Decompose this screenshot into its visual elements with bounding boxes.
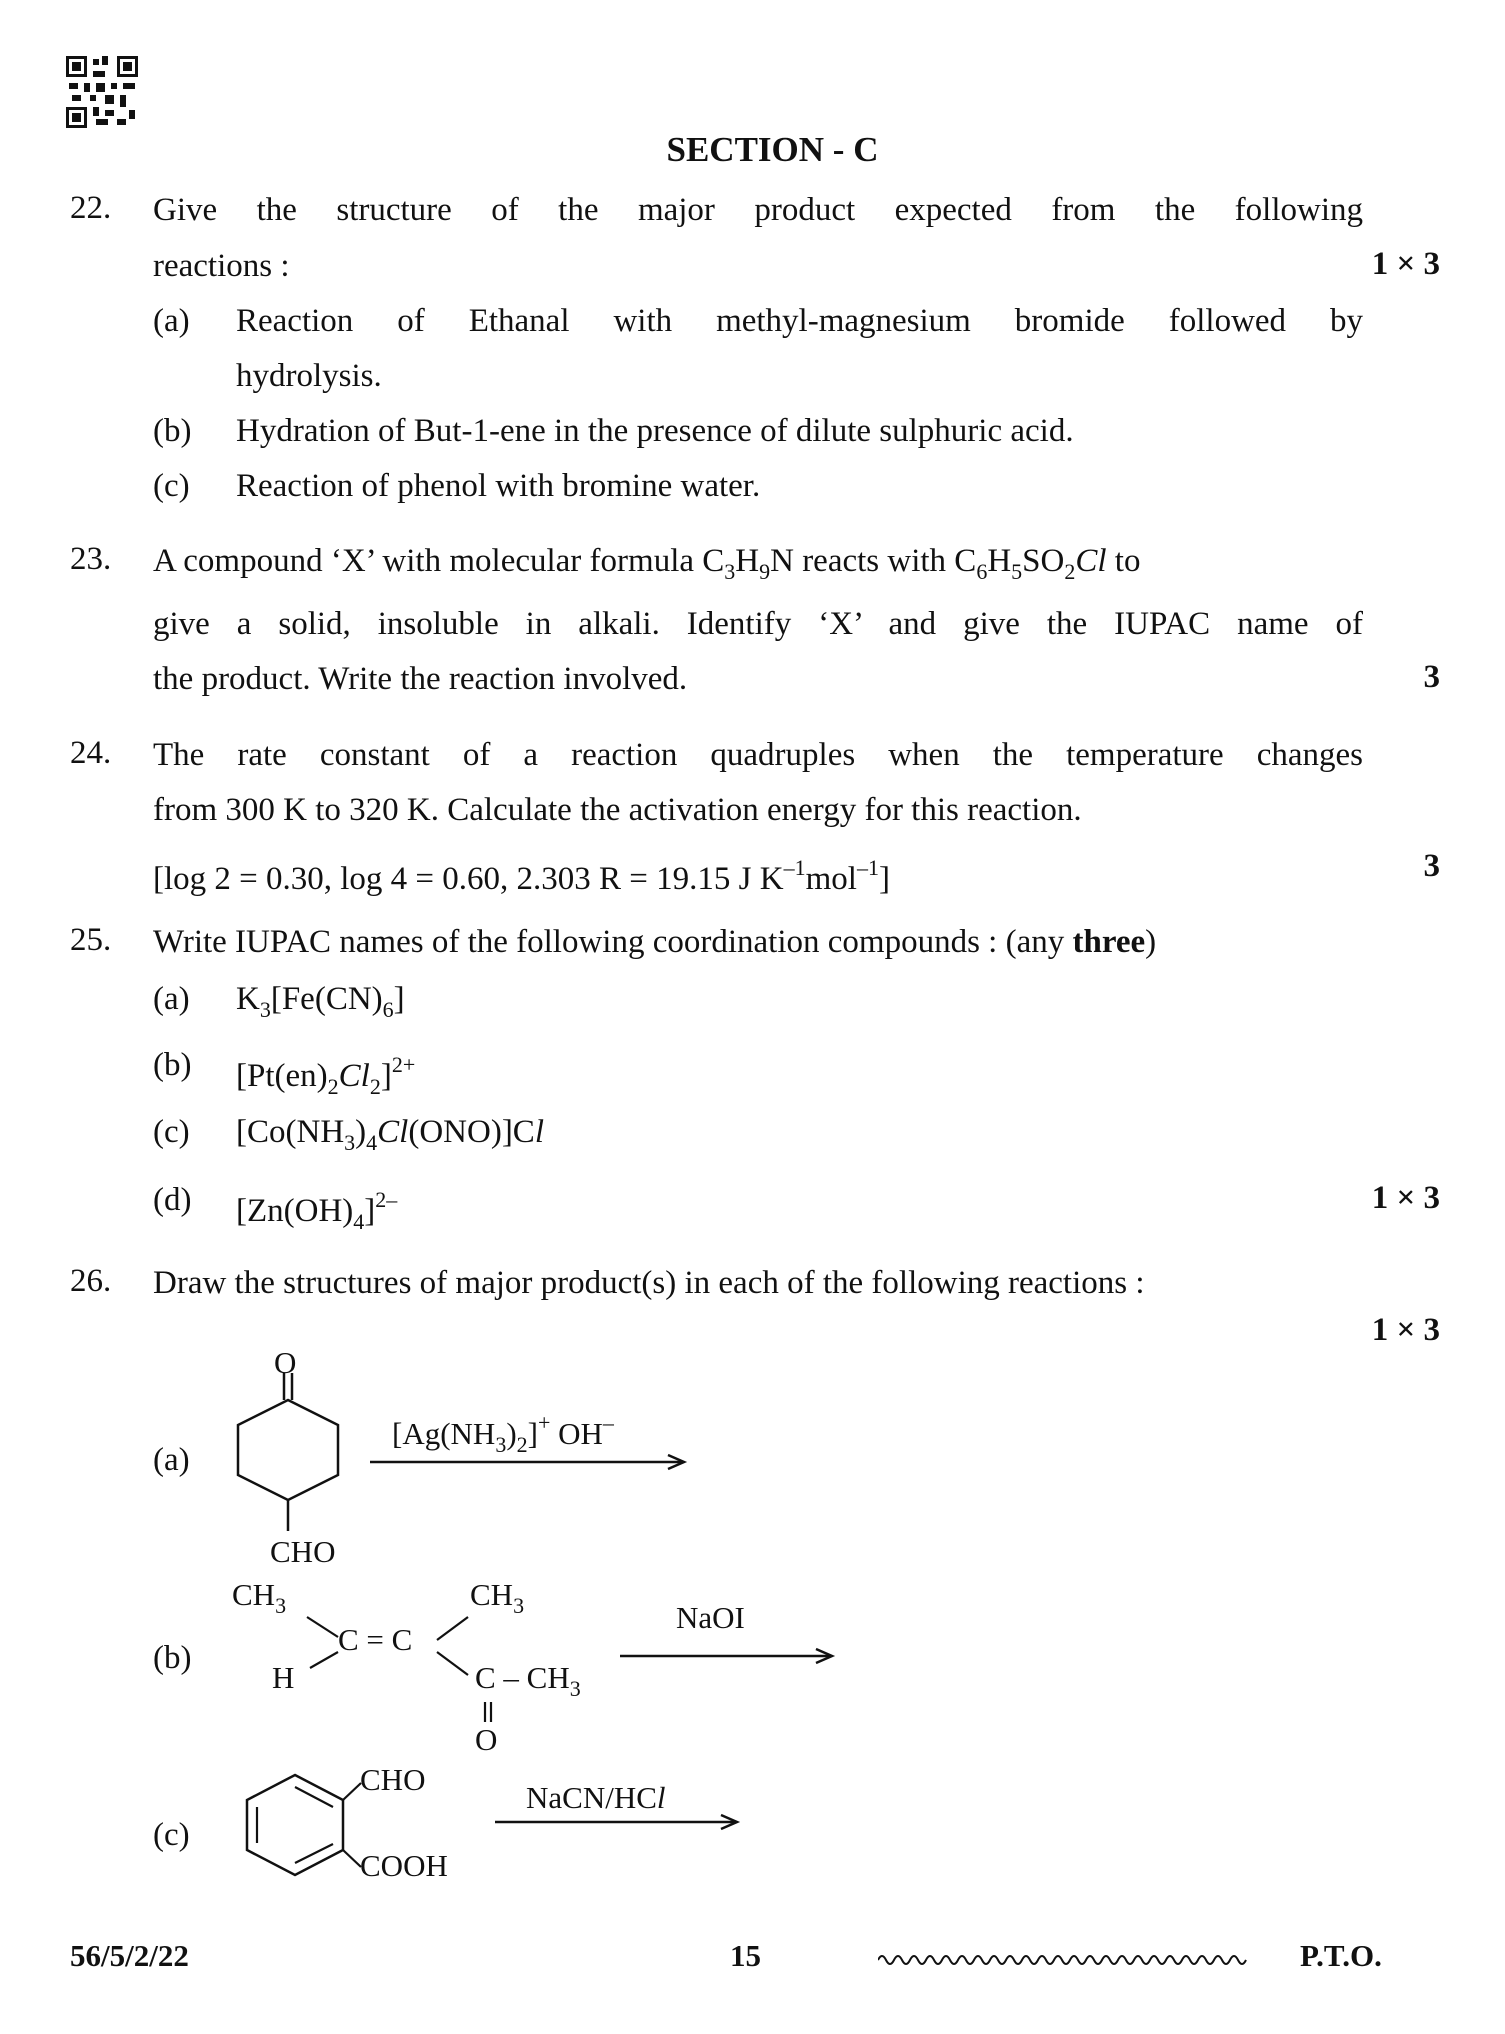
q23-text-line2: give a solid, insoluble in alkali. Identify ‘X’ and give the IUPAC name of [153,606,1363,642]
q25d-s1: 4 [353,1209,365,1234]
q26-text-line1: Draw the structures of major product(s) in each of the following reactions : [153,1265,1145,1301]
q26b-h-left: H [272,1660,295,1695]
q22a-label: (a) [153,303,190,339]
q26a-r-sup: + [537,1410,551,1435]
q22-text-line1: Give the structure of the major product expected from the following [153,192,1363,228]
q23-to: to [1106,543,1141,579]
bond-c-ch3-right [437,1617,468,1640]
aromatic-bond-1 [295,1787,333,1807]
q23-c: C [1075,543,1098,579]
q25-text-line1 [153,922,1156,962]
q25c-l2: l [534,1114,544,1150]
q25d-t1: [Zn(OH) [236,1193,354,1229]
q25c-formula [236,1112,544,1163]
q25c-t1: [Co(NH [236,1114,345,1150]
q25d-charge: 2– [375,1187,398,1212]
wavy-line-path [878,1956,1246,1964]
q24-line3-a: [log 2 = 0.30, log 4 = 0.60, 2.303 R = 19.15 J K [153,861,784,897]
q26b-ch3-left-text: CH [232,1577,276,1612]
q22b-label: (b) [153,413,192,449]
bond-cho [343,1783,361,1800]
q26a-reagent [392,1410,614,1458]
qr-code-icon [66,56,138,128]
q25c-label: (c) [153,1114,190,1150]
q25c-t2: ) [355,1114,367,1150]
q23-line1-a: A compound ‘X’ with molecular formula C [153,543,725,579]
q26b-ch3-right-sub: 3 [513,1593,525,1618]
q25b-label: (b) [153,1047,192,1083]
q25d-t2: ] [364,1193,376,1229]
q26b-ch3-left-sub: 3 [275,1593,287,1618]
q22b-line1: Hydration of But-1-ene in the presence of dilute sulphuric acid. [236,413,1074,449]
q26c-cooh: COOH [360,1848,448,1883]
bond-c-co [437,1652,468,1675]
q25-three: three [1072,924,1146,960]
footer-pto: P.T.O. [1300,1938,1382,1973]
q26a-r-s1: 3 [495,1432,507,1457]
q25d-formula [236,1180,397,1242]
q24-text-line2: from 300 K to 320 K. Calculate the activation energy for this reaction. [153,792,1082,828]
bond-h-c-left [310,1652,338,1668]
q25c-s1: 3 [344,1130,356,1155]
q25a-t3: ] [393,981,405,1017]
bond-cooh [343,1850,361,1867]
footer-page-number: 15 [730,1938,761,1973]
q26-number: 26. [70,1263,112,1299]
q22-marks: 1 × 3 [1371,246,1440,282]
q25b-l: l [360,1058,370,1094]
footer-code: 56/5/2/22 [70,1938,189,1973]
q24-sup2: –1 [856,855,879,880]
section-title: SECTION - C [666,130,879,169]
q25c-t4: (ONO)]C [408,1114,535,1150]
q22c-line1: Reaction of phenol with bromine water. [236,468,761,504]
q26c-reagent-text: NaCN/HC [526,1780,657,1815]
q25a-label: (a) [153,981,190,1017]
q25b-t3: ] [380,1058,392,1094]
q26a-r-s2: 2 [516,1432,528,1457]
q25c-s2: 4 [366,1130,378,1155]
q26a-cho: CHO [270,1534,336,1569]
q26a-r-d: OH [550,1416,603,1451]
q25a-t2: [Fe(CN) [270,981,383,1017]
q25-number: 25. [70,922,112,958]
q23-l: l [1097,543,1107,579]
q23-sub-3: 3 [724,559,736,584]
q22a-line2: hydrolysis. [236,358,382,394]
q24-marks: 3 [1423,848,1440,884]
q25-marks: 1 × 3 [1371,1180,1440,1216]
q26a-r-a: [Ag(NH [392,1416,496,1451]
qr-code [66,56,138,128]
q25b-charge: 2+ [391,1052,416,1077]
q25a-formula [236,979,405,1030]
q25c-c: C [377,1114,400,1150]
q24-bracket: ] [878,861,890,897]
q26c-label: (c) [153,1817,190,1853]
q23-number: 23. [70,541,112,577]
q22-text-line2: reactions : [153,248,290,284]
q26c-structure [225,1755,765,1925]
q26a-o-atom: O [274,1345,297,1380]
q26b-ch3-left [232,1577,286,1619]
q25c-l: l [399,1114,409,1150]
q22a-line1: Reaction of Ethanal with methyl-magnesium bromide followed by [236,303,1363,339]
q25a-s1: 3 [259,997,271,1022]
q25d-label: (d) [153,1182,192,1218]
q26b-o-atom: O [475,1722,498,1757]
q26b-label: (b) [153,1640,192,1676]
q25b-formula [236,1045,415,1107]
q26a-r-c: ] [527,1416,538,1451]
q25b-s2: 2 [369,1074,381,1099]
q25-line1-c: ) [1145,924,1157,960]
q26b-c-group-sub: 3 [569,1676,581,1701]
q23-h2: H [987,543,1012,579]
footer-wavy-line [878,1950,1253,1970]
q24-text-line3 [153,848,890,899]
q26-marks: 1 × 3 [1371,1312,1440,1348]
q23-h: H [735,543,760,579]
q23-marks: 3 [1423,659,1440,695]
q26a-r-sup2: – [602,1410,614,1435]
q23-text-line1 [153,541,1140,592]
aromatic-bond-2 [295,1844,333,1863]
q26c-cho: CHO [360,1762,426,1797]
q25a-s2: 6 [382,997,394,1022]
q23-sub-2: 2 [1064,559,1076,584]
q26b-bonds [290,1590,850,1750]
q24-number: 24. [70,735,112,771]
q25b-c: C [338,1058,361,1094]
q26a-label: (a) [153,1442,190,1478]
q23-sub-6: 6 [976,559,988,584]
q25b-s1: 2 [327,1074,339,1099]
q23-sub-5: 5 [1011,559,1023,584]
q23-so: SO [1022,543,1065,579]
q23-sub-9: 9 [759,559,771,584]
q24-sup1: –1 [783,855,806,880]
q22-number: 22. [70,190,112,226]
q26b-c-group-text: C – CH [475,1660,570,1695]
q26b-ch3-right-text: CH [470,1577,514,1612]
q26c-reagent-l: l [656,1780,666,1815]
q24-mol: mol [805,861,857,897]
q26b-c-eq-c: C = C [338,1622,413,1657]
q25b-t1: [Pt(en) [236,1058,328,1094]
benzene-ring [247,1775,343,1875]
q23-line1-b: N reacts with C [770,543,977,579]
q24-text-line1: The rate constant of a reaction quadruples when the temperature changes [153,737,1363,773]
q26c-reagent [526,1780,666,1816]
q26a-r-b: ) [506,1416,517,1451]
q26b-reagent: NaOI [676,1600,745,1635]
bond-ch3-c-left [307,1617,338,1637]
q25-line1-a: Write IUPAC names of the following coordination compounds : (any [153,924,1073,960]
q25a-t1: K [236,981,260,1017]
q23-text-line3: the product. Write the reaction involved. [153,661,688,697]
q22c-label: (c) [153,468,190,504]
cyclohexane-ring [238,1400,338,1500]
